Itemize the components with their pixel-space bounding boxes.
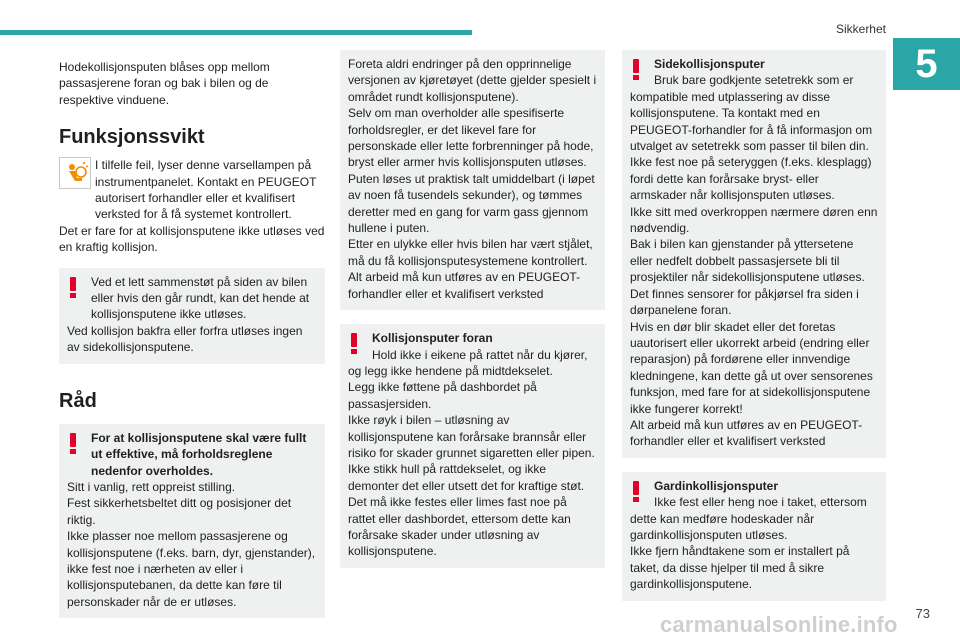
boxC-line-3: Ikke sitt med overkroppen nærmere døren enn nødvendig. [630, 204, 878, 236]
box1-line-1: Ved et lett sammenstøt på siden av bilen eller hvis den går rundt, kan det hende at kollisjonsputene ikke utløses. [91, 274, 310, 322]
intro-paragraph: Hodekollisjonsputen blåses opp mellom passasjerene foran og bak i bilen og de respektive vinduene. [59, 60, 270, 107]
header-accent-bar [0, 30, 472, 35]
boxC-line-6: Hvis en dør blir skadet eller det foretas uautorisert eller ukorrekt arbeid (endring eller reparasjon) på fordørene eller innvendige kledningene, kan dette gå ut over sensorenes funksjon, med fare for at sidekollisjonsputene ikke fungerer korrekt! [630, 319, 873, 416]
boxD-title: Gardinkollisjonsputer [654, 478, 779, 493]
warning-box-advice [59, 424, 325, 618]
boxC-line-5: Det finnes sensorer for påkjørsel fra siden i dørpanelene foran. [630, 286, 859, 318]
box1-line-2: Ved kollisjon bakfra eller forfra utløses ingen av sidekollisjonsputene. [67, 323, 303, 355]
boxB-title: Kollisjonsputer foran [372, 331, 493, 346]
box2-title: For at kollisjonsputene skal være fullt ut effektive, må forholdsreglene nedenfor overholdes. [91, 430, 307, 478]
column-1 [59, 50, 325, 618]
warning-exclamation-icon [630, 59, 642, 81]
boxC-title: Sidekollisjonsputer [654, 57, 765, 71]
warning-box-front-airbags [340, 324, 605, 568]
boxD-line-1: Ikke fest eller heng noe i taket, ettersom dette kan medføre hodeskader når gardinkollisjonsputen utløses. [630, 495, 867, 542]
boxA-line-3: Etter en ulykke eller hvis bilen har vært stjålet, må du få kollisjonsputesystemene kontrollert. [348, 237, 593, 268]
warning-box-side-impact [59, 268, 325, 364]
warning-exclamation-icon [348, 333, 360, 355]
boxA-line-4: Alt arbeid må kun utføres av en PEUGEOT-forhandler eller et kvalifisert verksted [348, 270, 581, 301]
warning-box-side-airbags [622, 50, 886, 458]
boxC-line-1: Bruk bare godkjente setetrekk som er kompatible med utplassering av disse kollisjonsputene. Ta kontakt med en PEUGEOT-forhandler for å få informasjon om utvalget av setetrekk som passer til bilen din. [630, 73, 873, 154]
section-title: Sikkerhet [835, 22, 886, 36]
boxD-line-2: Ikke fjern håndtakene som er installert på taket, da disse hjelper til med å sikre gardinkollisjonsputene. [630, 544, 850, 592]
malfunction-text: I tilfelle feil, lyser denne varsellampen på instrumentpanelet. Kontakt en PEUGEOT autorisert forhandler eller et kvalifisert verksted for å få systemet kontrollert. [95, 158, 317, 222]
malfunction-text-2: Det er fare for at kollisjonsputene ikke utløses ved en kraftig kollisjon. [59, 223, 325, 255]
boxA-line-1: Foreta aldri endringer på den opprinnelige versjonen av kjøretøyet (dette gjelder spesielt i området rundt kollisjonsputene). [348, 57, 597, 104]
info-box-modifications [340, 50, 605, 310]
heading-raad: Råd [59, 389, 97, 412]
boxB-line-4: Ikke stikk hull på rattdekselet, og ikke demonter det eller utsett det for kraftige støt. [348, 462, 585, 493]
boxC-line-2: Ikke fest noe på seteryggen (f.eks. klesplagg) fordi dette kan forårsake bryst- eller armskader når kollisjonsputen utløses. [630, 155, 872, 203]
airbag-warning-lamp-icon [59, 157, 91, 189]
box2-line-2: Fest sikkerhetsbeltet ditt og posisjoner det riktig. [67, 496, 292, 527]
page-number: 73 [915, 606, 930, 621]
watermark-text: carmanualsonline.info [660, 612, 898, 637]
column-3 [622, 50, 886, 601]
warning-exclamation-icon [630, 481, 642, 503]
boxB-line-2: Legg ikke føttene på dashbordet på passasjersiden. [348, 380, 537, 411]
warning-box-curtain-airbags [622, 472, 886, 601]
boxA-line-2: Selv om man overholder alle spesifiserte forholdsregler, er det likevel fare for personskade eller lette forbrenninger på hode, bryst eller armer hvis kollisjonsputen utløses. Puten løses ut praktisk talt umiddelbart (i løpet av noen få tusendels sekunder), og tømmes deretter med en gang for varm gass gjennom hullene i puten. [348, 106, 595, 236]
heading-funksjonssvikt: Funksjonssvikt [59, 126, 205, 149]
warning-exclamation-icon [67, 277, 79, 299]
box2-line-3: Ikke plasser noe mellom passasjerene og kollisjonsputene (f.eks. barn, dyr, gjenstander), ikke fest noe i nærheten av eller i kollisjonsputebanen, da dette kan føre til personskader når de er utløses. [67, 529, 316, 609]
malfunction-row [59, 157, 325, 223]
column-2 [340, 50, 605, 568]
boxB-line-3: Ikke røyk i bilen – utløsning av kollisjonsputene kan forårsake brannsår eller risiko for skader grunnet sigaretten eller pipen. [348, 413, 595, 460]
boxB-line-5: Det må ikke festes eller limes fast noe på rattet eller dashbordet, ettersom dette kan forårsake skader under utløsning av kollisjonsputene. [348, 495, 571, 559]
boxB-line-1: Hold ikke i eikene på rattet når du kjører, og legg ikke hendene på midtdekselet. [348, 347, 588, 378]
box2-line-1: Sitt i vanlig, rett oppreist stilling. [67, 479, 236, 494]
boxC-line-4: Bak i bilen kan gjenstander på yttersetene eller nedfelt dobbelt passasjersete bli til prosjektiler når sidekollisjonsputene utløses. [630, 237, 865, 285]
boxC-line-7: Alt arbeid må kun utføres av en PEUGEOT-forhandler eller et kvalifisert verksted [630, 417, 863, 449]
chapter-number-tab: 5 [893, 38, 960, 90]
warning-exclamation-icon [67, 433, 79, 455]
